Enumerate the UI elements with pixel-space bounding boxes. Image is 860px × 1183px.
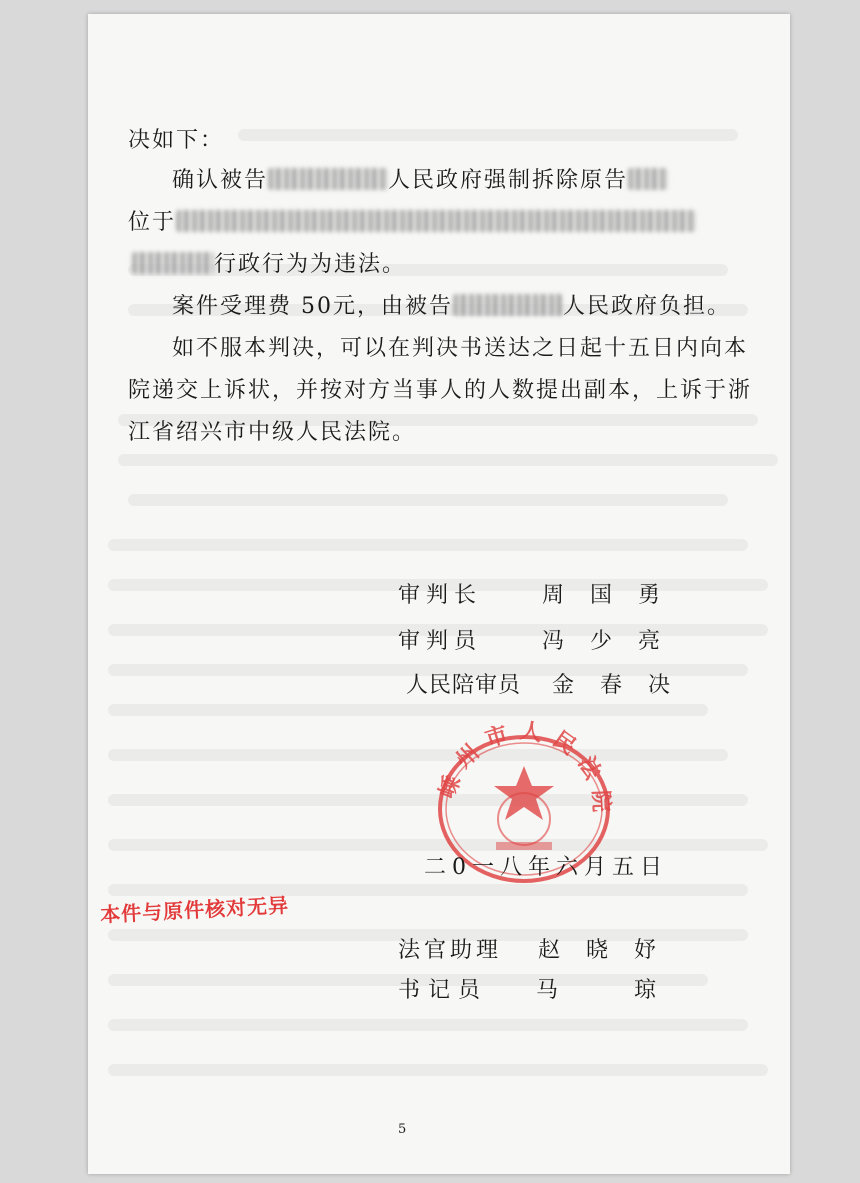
clerk-row-1 xyxy=(398,936,683,966)
clerk-title: 书记员 xyxy=(398,978,489,1003)
clerk-row-2 xyxy=(398,976,733,1006)
clerk-title: 法官助理 xyxy=(398,938,503,963)
redacted-region xyxy=(453,294,563,316)
judge-name: 金春决 xyxy=(552,673,697,698)
judge-title: 人民陪审员 xyxy=(406,673,522,698)
judge-row-2 xyxy=(398,627,687,657)
text-line-7: 院递交上诉状，并按对方当事人的人数提出副本，上诉于浙 xyxy=(128,378,753,403)
judge-row-1 xyxy=(398,581,687,611)
judge-name: 周国勇 xyxy=(542,583,687,608)
judge-name: 冯少亮 xyxy=(542,629,687,654)
clerk-name: 马琼 xyxy=(536,978,733,1003)
redacted-region xyxy=(132,252,214,274)
redacted-region xyxy=(628,168,668,190)
seal-text: 嵊州市人民法院 xyxy=(434,718,614,823)
page-number: 5 xyxy=(398,1122,407,1137)
verification-stamp: 本件与原件核对无异 xyxy=(99,893,290,927)
document-page xyxy=(88,14,790,1174)
text-line-4: 行政行为为违法。 xyxy=(132,250,406,280)
text-line-2: 确认被告 人民政府强制拆除原告 xyxy=(172,166,668,196)
judge-title: 审判长 xyxy=(398,583,483,608)
judgment-date: 二0一八年六月五日 xyxy=(424,855,668,880)
judge-row-3 xyxy=(406,671,697,701)
text-line-5: 案件受理费 50元，由被告 人民政府负担。 xyxy=(172,294,732,319)
text-line-3: 位于 xyxy=(128,208,696,238)
judge-title: 审判员 xyxy=(398,629,483,654)
text-line-6: 如不服本判决，可以在判决书送达之日起十五日内向本 xyxy=(172,336,749,361)
redacted-region xyxy=(176,210,696,232)
clerk-name: 赵晓妤 xyxy=(538,938,683,963)
text-line-8: 江省绍兴市中级人民法院。 xyxy=(128,420,417,445)
text-line-1: 决如下： xyxy=(128,128,225,153)
redacted-region xyxy=(268,168,388,190)
